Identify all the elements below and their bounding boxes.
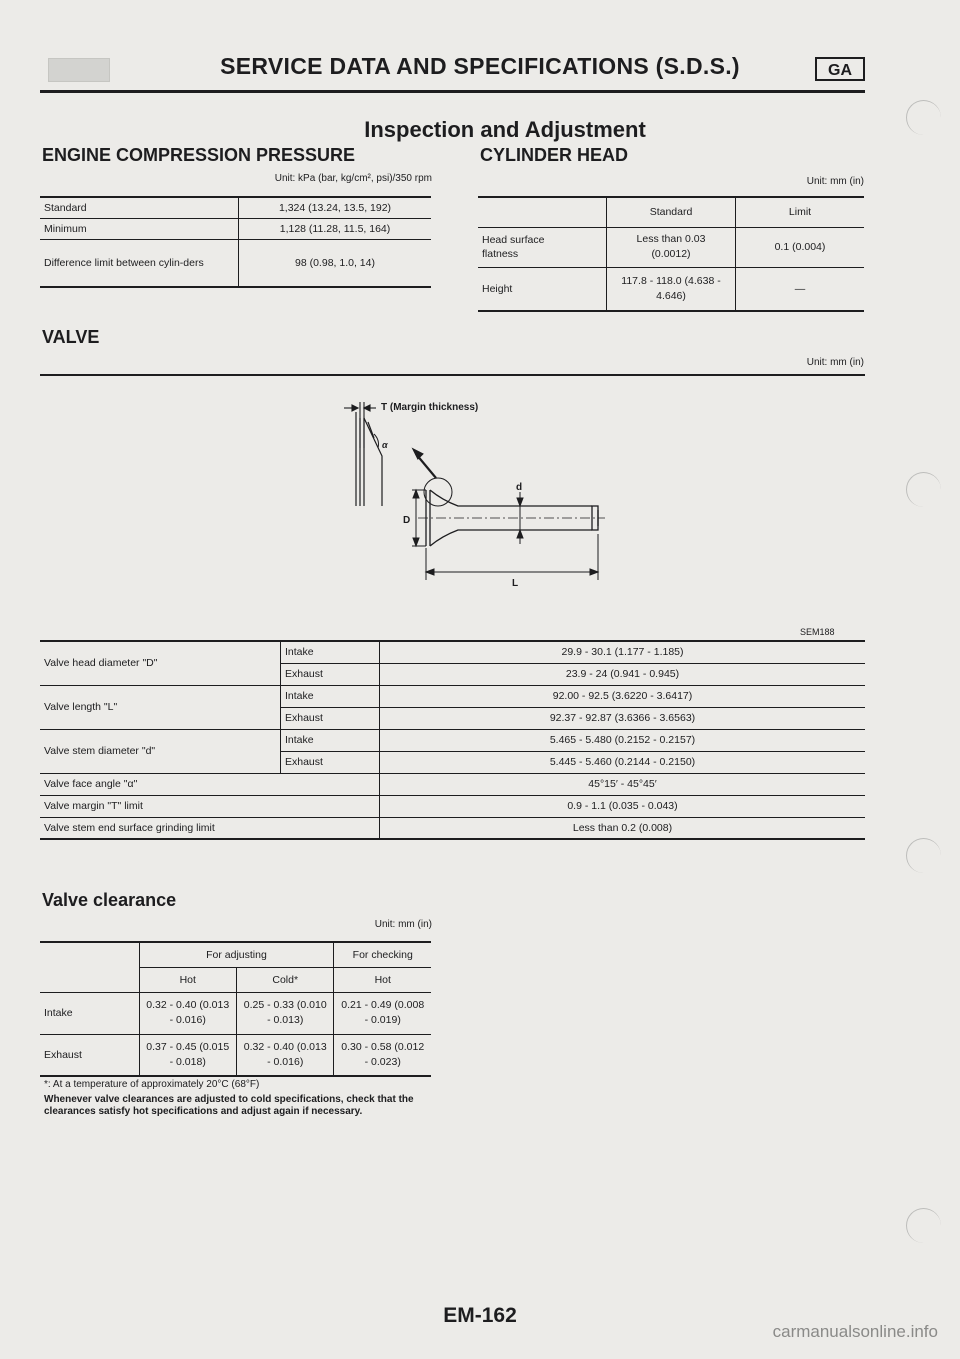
head-D-label: D xyxy=(403,515,411,526)
table-row xyxy=(40,729,865,751)
valve-param-label: Valve stem diameter "d" xyxy=(40,729,281,773)
table-row xyxy=(40,795,865,817)
clearance-title: Valve clearance xyxy=(42,890,177,910)
cylinder-head-header: Standard xyxy=(607,197,736,227)
header-rule xyxy=(40,90,865,93)
binder-ring-mark xyxy=(906,1208,941,1243)
valve-param-label: Valve margin "T" limit xyxy=(40,795,380,817)
cylinder-head-limit: 0.1 (0.004) xyxy=(774,241,826,253)
binder-ring-mark xyxy=(906,838,941,873)
valve-value: 23.9 - 24 (0.941 - 0.945) xyxy=(380,663,866,685)
binder-ring-mark xyxy=(906,100,941,135)
stem-d-label: d xyxy=(516,482,523,493)
table-row xyxy=(478,197,864,227)
clearance-unit: Unit: mm (in) xyxy=(374,919,432,930)
table-row xyxy=(478,267,864,311)
valve-title: VALVE xyxy=(42,327,100,347)
clearance-warning: Whenever valve clearances are adjusted to cold specifications, check that the clearances satisfy hot specifications and adjust again if necessary. xyxy=(44,1094,414,1117)
cylinder-head-title: CYLINDER HEAD xyxy=(480,145,629,165)
clearance-group-adjust: For adjusting xyxy=(139,942,334,967)
cylinder-head-unit: Unit: mm (in) xyxy=(806,176,864,187)
valve-sub-label: Intake xyxy=(281,685,380,707)
valve-value: 0.9 - 1.1 (0.035 - 0.043) xyxy=(380,795,866,817)
valve-param-label: Valve stem end surface grinding limit xyxy=(40,817,380,839)
clearance-hot-value: 0.32 - 0.40 (0.013 - 0.016) xyxy=(139,992,236,1034)
valve-sub-label: Exhaust xyxy=(281,707,380,729)
clearance-check-value: 0.21 - 0.49 (0.008 - 0.019) xyxy=(341,999,425,1026)
clearance-group-check: For checking xyxy=(334,942,431,967)
table-row xyxy=(40,942,431,967)
table-row xyxy=(478,227,864,267)
valve-param-label: Valve head diameter "D" xyxy=(40,641,281,685)
compression-label: Difference limit between cylin-ders xyxy=(40,239,239,287)
table-row xyxy=(40,685,865,707)
clearance-table xyxy=(40,941,431,1077)
table-row xyxy=(40,239,431,287)
valve-value: 92.00 - 92.5 (3.6220 - 3.6417) xyxy=(380,685,866,707)
clearance-cold-value: 0.32 - 0.40 (0.013 - 0.016) xyxy=(236,1034,333,1076)
valve-table xyxy=(40,640,865,840)
cylinder-head-standard: 117.8 - 118.0 (4.638 - 4.646) xyxy=(607,267,736,311)
valve-value: 5.465 - 5.480 (0.2152 - 0.2157) xyxy=(380,729,866,751)
margin-thickness-label: T (Margin thickness) xyxy=(381,402,479,413)
table-row xyxy=(40,1034,431,1076)
header-title: SERVICE DATA AND SPECIFICATIONS (S.D.S.) xyxy=(220,53,740,79)
length-L-label: L xyxy=(512,578,519,589)
valve-value: 29.9 - 30.1 (1.177 - 1.185) xyxy=(380,641,866,663)
cylinder-head-table xyxy=(478,196,864,312)
compression-value: 1,324 (13.24, 13.5, 192) xyxy=(278,201,392,214)
clearance-check-value: 0.30 - 0.58 (0.012 - 0.023) xyxy=(341,1040,425,1068)
table-row xyxy=(40,218,431,239)
compression-title: ENGINE COMPRESSION PRESSURE xyxy=(42,145,356,165)
table-row xyxy=(40,197,431,218)
clearance-sub-hot-check: Hot xyxy=(374,973,391,986)
clearance-footnote: *: At a temperature of approximately 20°C (68°F) xyxy=(44,1079,260,1090)
valve-unit: Unit: mm (in) xyxy=(806,357,864,368)
page-number: EM-162 xyxy=(443,1304,517,1327)
clearance-hot-value: 0.37 - 0.45 (0.015 - 0.018) xyxy=(139,1034,236,1076)
compression-value: 1,128 (11.28, 11.5, 164) xyxy=(279,222,391,235)
clearance-row-label: Intake xyxy=(40,992,139,1034)
table-row xyxy=(40,641,865,663)
valve-param-label: Valve face angle "α" xyxy=(40,773,380,795)
valve-sub-label: Intake xyxy=(281,729,380,751)
compression-value: 98 (0.98, 1.0, 14) xyxy=(295,256,375,269)
cylinder-head-label: Height xyxy=(478,267,607,311)
valve-sub-label: Intake xyxy=(281,641,380,663)
valve-param-label: Valve length "L" xyxy=(40,685,281,729)
main-heading: Inspection and Adjustment xyxy=(364,117,646,142)
compression-label: Standard xyxy=(40,197,239,218)
table-row xyxy=(40,817,865,839)
watermark: carmanualsonline.info xyxy=(772,1322,938,1341)
header-badge: GA xyxy=(815,57,865,81)
valve-value: Less than 0.2 (0.008) xyxy=(572,821,673,834)
valve-value: 92.37 - 92.87 (3.6366 - 3.6563) xyxy=(380,707,866,729)
alpha-label: α xyxy=(382,440,388,450)
valve-sub-label: Exhaust xyxy=(281,663,380,685)
valve-diagram xyxy=(330,388,620,588)
cylinder-head-limit: — xyxy=(794,282,806,295)
compression-unit: Unit: kPa (bar, kg/cm², psi)/350 rpm xyxy=(274,173,432,184)
valve-sub-label: Exhaust xyxy=(281,751,380,773)
binder-ring-mark xyxy=(906,472,941,507)
clearance-sub-cold: Cold* xyxy=(236,967,333,992)
table-row xyxy=(40,773,865,795)
cylinder-head-label: Head surface flatness xyxy=(478,227,607,267)
clearance-cold-value: 0.25 - 0.33 (0.010 - 0.013) xyxy=(236,992,333,1034)
compression-table xyxy=(40,196,431,288)
clearance-row-label: Exhaust xyxy=(40,1034,139,1076)
compression-label: Minimum xyxy=(40,218,239,239)
valve-section-rule xyxy=(40,374,865,376)
cylinder-head-standard: Less than 0.03 (0.0012) xyxy=(607,227,736,267)
clearance-sub-hot: Hot xyxy=(139,967,236,992)
figure-code: SEM188 xyxy=(800,627,835,637)
valve-value: 45°15′ - 45°45′ xyxy=(380,773,866,795)
table-row xyxy=(40,992,431,1034)
cylinder-head-header: Limit xyxy=(788,206,812,219)
valve-value: 5.445 - 5.460 (0.2144 - 0.2150) xyxy=(380,751,866,773)
